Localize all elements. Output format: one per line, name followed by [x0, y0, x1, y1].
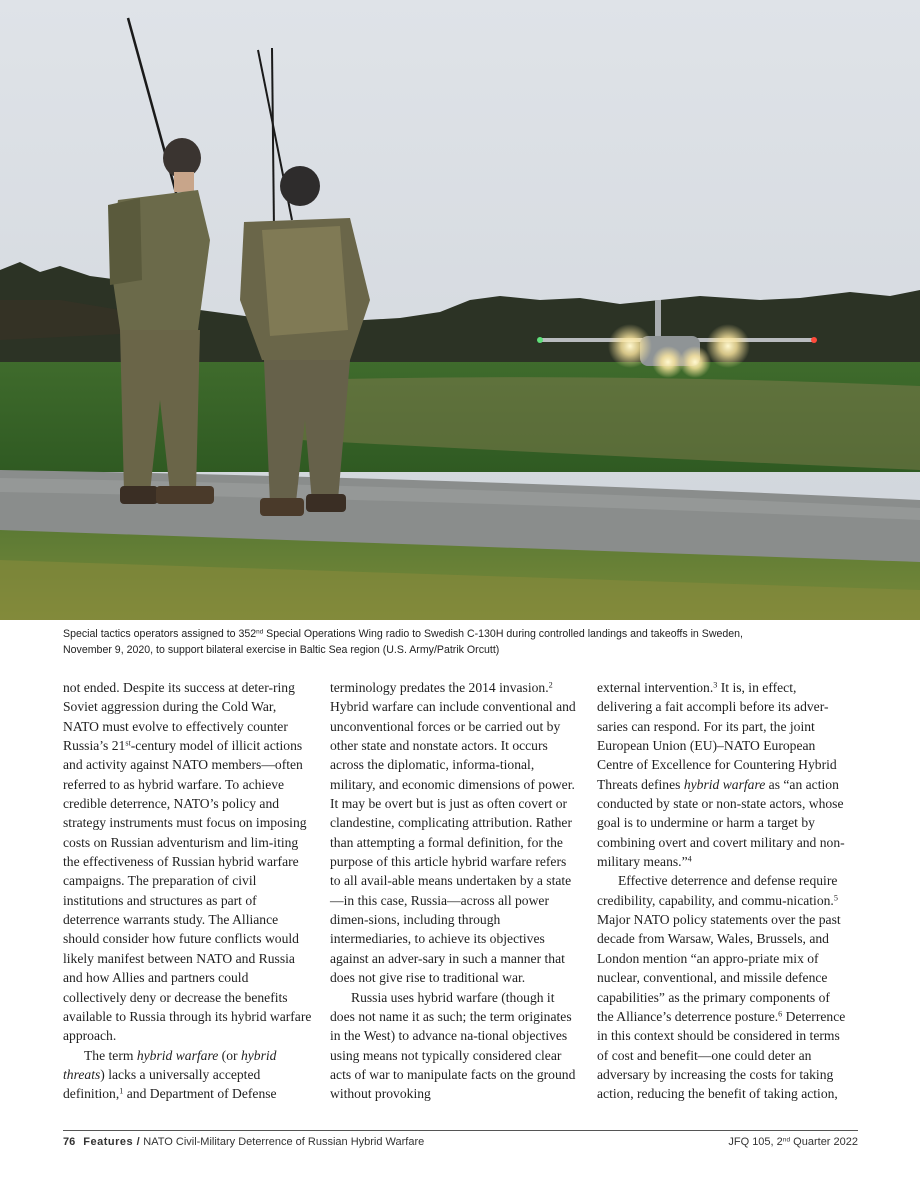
caption-line-2: November 9, 2020, to support bilateral exercise in Baltic Sea region (U.S. Army/Patrik Orcutt) — [63, 644, 500, 656]
caption-line-1: Special tactics operators assigned to 352nd Special Operations Wing radio to Swedish C-130H during controlled landings and takeoffs in Sweden, — [63, 628, 743, 640]
footer-rule — [63, 1130, 858, 1131]
section-label: Features / — [83, 1136, 141, 1148]
paragraph: not ended. Despite its success at deter-ring Soviet aggression during the Cold War, NATO must evolve to effectively counter Russia’s 21st-century model of illicit actions and activity against NATO members—often referred to as hybrid warfare. To achieve credible deterrence, NATO’s policy and strategy instruments must focus on imposing costs on Russian adventurism and lim-iting the effectiveness of Russian hybrid warfare campaigns. The preparation of civil institutions and structures as part of deterrence warrants study. The Alliance should consider how future conflicts would likely manifest between NATO and Russia and how Allies and partners could collectively deny or decrease the benefits available to Russia through its hybrid warfare approach. — [63, 680, 312, 1044]
page-number: 76 — [63, 1136, 76, 1148]
paragraph: Russia uses hybrid warfare (though it does not name it as such; the term originates in the West) to advance na-tional objectives using means not typically considered clear acts of war to manipulate facts on the ground without provoking — [330, 989, 576, 1102]
paragraph: terminology predates the 2014 invasion.$^2$ Hybrid warfare can include conventional and unconventional forces or be carried out by other state and nonstate actors. It occurs across the diplomatic, informa-tional, military, and economic dimensions of power. It may be overt but is just as often covert or clandestine, complicating attribution. Rather than attempting a formal definition, for the purpose of this article hybrid warfare refers to all avail-able means undertaken by a state—in this case, Russia—across all power dimen-sions, including through intermediaries, to achieve its objectives against an adver-sary in such a manner that does not give rise to traditional war. — [330, 680, 576, 986]
column-3 — [597, 678, 847, 1104]
column-2 — [330, 678, 580, 1104]
paragraph: external intervention.$^3$ It is, in effect, delivering a fait accompli before its adver-saries can respond. For its part, the joint European Union (EU)–NATO European Centre of Excellence for Countering Hybrid Threats defines hybrid warfare as “an action conducted by state or non-state actors, whose goal is to undermine or harm a target by combining overt and covert military and non-military means.”$^4$ — [597, 680, 845, 870]
article-body — [63, 678, 858, 1102]
paragraph: Effective deterrence and defense require credibility, capability, and commu-nication.$^5$ Major NATO policy statements over the past decade from Warsaw, Wales, Brussels, and London mention “an appro-priate mix of nuclear, conventional, and missile defence capabilities” as the primary components of the Alliance’s deterrence posture.$^6$ Deterrence in this context should be considered in terms of cost and benefit—one could deter an adversary by increasing the costs for taking action, reducing the benefit of taking action, — [597, 873, 846, 1102]
paragraph: The term hybrid warfare (or hybrid threats) lacks a universally accepted definition,$^1$ and Department of Defense — [63, 1047, 277, 1102]
journal-issue: JFQ 105, 2nd Quarter 2022 — [728, 1136, 858, 1148]
column-1 — [63, 678, 313, 1104]
page-footer — [63, 1136, 858, 1154]
footer-left — [63, 1136, 424, 1148]
photo-caption — [63, 626, 863, 658]
article-title: NATO Civil-Military Deterrence of Russian Hybrid Warfare — [140, 1136, 425, 1148]
